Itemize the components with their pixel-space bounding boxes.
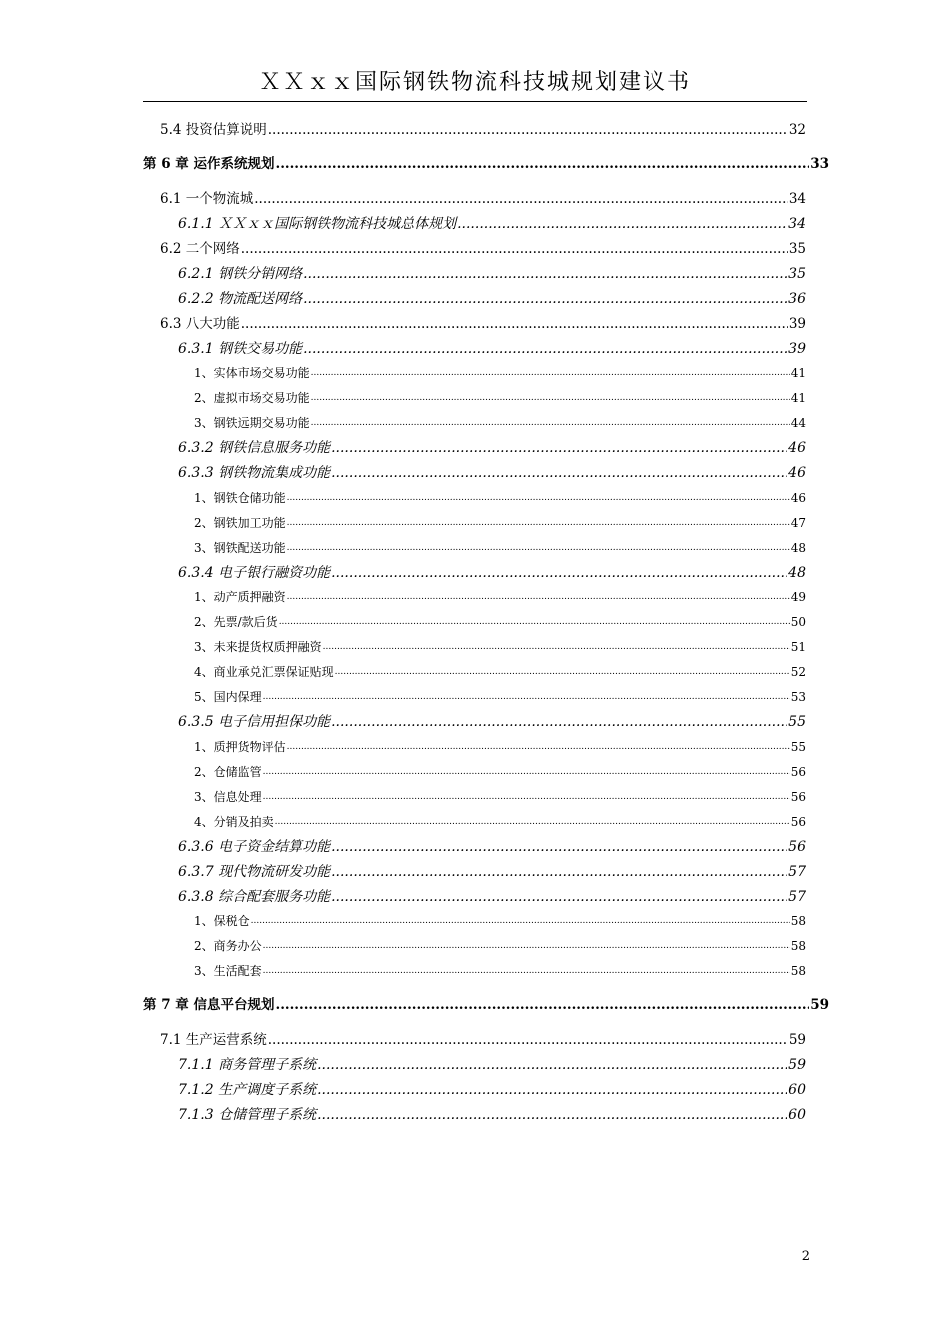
toc-entry[interactable] xyxy=(178,264,806,284)
toc-entry-title: 3、钢铁配送功能 xyxy=(194,541,286,555)
toc-entry-page: 34 xyxy=(788,216,806,232)
toc-entry-title: 2、先票/款后货 xyxy=(194,615,278,629)
toc-entry-page: 36 xyxy=(788,291,806,307)
toc-leader-dots xyxy=(331,712,787,732)
toc-entry-page: 35 xyxy=(788,266,806,282)
toc-entry[interactable] xyxy=(178,214,806,234)
toc-entry[interactable] xyxy=(194,613,806,631)
toc-entry-page: 34 xyxy=(788,191,806,207)
toc-leader-dots xyxy=(263,788,790,806)
toc-entry-title: 7.1.1 商务管理子系统 xyxy=(178,1057,317,1073)
toc-entry-page: 57 xyxy=(788,864,806,880)
toc-entry-title: 6.3.6 电子资金结算功能 xyxy=(178,839,331,855)
toc-leader-dots xyxy=(276,154,810,174)
toc-entry-title: 2、钢铁加工功能 xyxy=(194,516,286,530)
toc-leader-dots xyxy=(276,995,810,1015)
toc-entry-title: 2、虚拟市场交易功能 xyxy=(194,391,310,405)
toc-entry-title: 7.1.2 生产调度子系统 xyxy=(178,1082,317,1098)
toc-entry[interactable] xyxy=(194,489,806,507)
toc-entry-title: 6.3.4 电子银行融资功能 xyxy=(178,565,331,581)
toc-entry-title: 2、仓储监管 xyxy=(194,765,262,779)
toc-entry-title: 第 6 章 运作系统规划 xyxy=(143,156,275,172)
toc-entry-page: 51 xyxy=(790,640,806,654)
toc-entry[interactable] xyxy=(194,364,806,382)
toc-entry[interactable] xyxy=(178,463,806,483)
toc-entry-page: 41 xyxy=(790,391,806,405)
toc-entry-title: 1、动产质押融资 xyxy=(194,590,286,604)
toc-entry-title: 3、信息处理 xyxy=(194,790,262,804)
toc-entry-page: 53 xyxy=(790,690,806,704)
toc-entry[interactable] xyxy=(194,738,806,756)
toc-entry-page: 46 xyxy=(788,465,806,481)
toc-leader-dots xyxy=(275,813,790,831)
toc-entry-page: 49 xyxy=(790,590,806,604)
toc-entry[interactable] xyxy=(194,514,806,532)
toc-leader-dots xyxy=(241,239,788,259)
toc-leader-dots xyxy=(263,937,790,955)
toc-entry[interactable] xyxy=(178,837,806,857)
toc-entry-page: 32 xyxy=(788,122,806,138)
toc-entry[interactable] xyxy=(194,414,806,432)
toc-leader-dots xyxy=(241,314,788,334)
toc-entry-page: 46 xyxy=(790,491,806,505)
toc-entry-title: 4、商业承兑汇票保证贴现 xyxy=(194,665,334,679)
toc-entry-page: 47 xyxy=(790,516,806,530)
toc-entry-title: 1、质押货物评估 xyxy=(194,740,286,754)
toc-entry-page: 39 xyxy=(788,341,806,357)
toc-entry-page: 33 xyxy=(810,156,829,172)
toc-entry-page: 56 xyxy=(790,790,806,804)
toc-leader-dots xyxy=(457,214,787,234)
toc-entry-page: 58 xyxy=(790,914,806,928)
toc-leader-dots xyxy=(303,264,787,284)
toc-entry[interactable] xyxy=(178,1105,806,1125)
toc-entry[interactable] xyxy=(194,588,806,606)
toc-entry[interactable] xyxy=(194,937,806,955)
toc-entry-page: 57 xyxy=(788,889,806,905)
toc-entry[interactable] xyxy=(178,1055,806,1075)
toc-entry-page: 39 xyxy=(788,316,806,332)
toc-entry[interactable] xyxy=(178,438,806,458)
toc-entry-page: 46 xyxy=(788,440,806,456)
toc-entry-page: 48 xyxy=(790,541,806,555)
toc-leader-dots xyxy=(331,862,787,882)
toc-leader-dots xyxy=(263,962,790,980)
toc-entry-title: 6.3.8 综合配套服务功能 xyxy=(178,889,331,905)
toc-leader-dots xyxy=(303,289,787,309)
toc-leader-dots xyxy=(287,514,790,532)
toc-entry-title: 6.1 一个物流城 xyxy=(160,191,254,207)
toc-entry-page: 44 xyxy=(790,416,806,430)
toc-leader-dots xyxy=(251,912,790,930)
toc-entry-title: 3、未来提货权质押融资 xyxy=(194,640,322,654)
toc-entry-title: 3、钢铁远期交易功能 xyxy=(194,416,310,430)
toc-entry-page: 35 xyxy=(788,241,806,257)
toc-entry[interactable] xyxy=(178,887,806,907)
toc-entry[interactable] xyxy=(194,688,806,706)
toc-entry-title: 6.1.1 ＸＸｘｘ国际钢铁物流科技城总体规划 xyxy=(178,216,457,232)
toc-entry[interactable] xyxy=(194,788,806,806)
toc-leader-dots xyxy=(268,120,788,140)
toc-entry-title: 6.3 八大功能 xyxy=(160,316,240,332)
toc-entry[interactable] xyxy=(194,912,806,930)
toc-leader-dots xyxy=(303,339,787,359)
toc-entry[interactable] xyxy=(160,1030,806,1050)
toc-entry-page: 58 xyxy=(790,939,806,953)
toc-leader-dots xyxy=(331,463,787,483)
toc-entry-page: 60 xyxy=(788,1082,806,1098)
toc-entry[interactable] xyxy=(194,638,806,656)
toc-leader-dots xyxy=(311,364,790,382)
toc-leader-dots xyxy=(287,539,790,557)
toc-leader-dots xyxy=(254,189,788,209)
toc-leader-dots xyxy=(287,738,790,756)
toc-entry-title: 6.3.3 钢铁物流集成功能 xyxy=(178,465,331,481)
toc-leader-dots xyxy=(331,837,787,857)
toc-entry-title: 5、国内保理 xyxy=(194,690,262,704)
toc-entry-page: 41 xyxy=(790,366,806,380)
toc-entry-title: 6.3.7 现代物流研发功能 xyxy=(178,864,331,880)
toc-entry-title: 第 7 章 信息平台规划 xyxy=(143,997,275,1013)
toc-entry-title: 7.1.3 仓储管理子系统 xyxy=(178,1107,317,1123)
toc-entry[interactable] xyxy=(178,563,806,583)
toc-entry-title: 4、分销及拍卖 xyxy=(194,815,274,829)
toc-entry-title: 6.2 二个网络 xyxy=(160,241,240,257)
toc-entry-title: 1、实体市场交易功能 xyxy=(194,366,310,380)
toc-entry-title: 6.2.1 钢铁分销网络 xyxy=(178,266,303,282)
toc-entry[interactable] xyxy=(178,1080,806,1100)
toc-entry-title: 7.1 生产运营系统 xyxy=(160,1032,267,1048)
toc-entry-title: 5.4 投资估算说明 xyxy=(160,122,267,138)
toc-leader-dots xyxy=(279,613,790,631)
toc-leader-dots xyxy=(287,588,790,606)
toc-entry-page: 59 xyxy=(810,997,829,1013)
toc-leader-dots xyxy=(287,489,790,507)
document-header-title: ＸＸｘｘ国际钢铁物流科技城规划建议书 xyxy=(143,66,807,102)
toc-entry[interactable] xyxy=(178,712,806,732)
toc-entry-page: 55 xyxy=(790,740,806,754)
toc-leader-dots xyxy=(311,414,790,432)
toc-leader-dots xyxy=(311,389,790,407)
toc-leader-dots xyxy=(335,663,790,681)
toc-entry[interactable] xyxy=(143,154,829,174)
toc-entry[interactable] xyxy=(194,663,806,681)
toc-entry[interactable] xyxy=(178,339,806,359)
toc-entry[interactable] xyxy=(194,813,806,831)
toc-entry[interactable] xyxy=(194,389,806,407)
toc-entry-page: 56 xyxy=(790,765,806,779)
toc-entry-page: 56 xyxy=(790,815,806,829)
page-number: 2 xyxy=(801,1249,810,1264)
toc-leader-dots xyxy=(331,887,787,907)
toc-entry[interactable] xyxy=(178,289,806,309)
toc-entry-page: 59 xyxy=(788,1057,806,1073)
toc-entry[interactable] xyxy=(160,314,806,334)
toc-entry[interactable] xyxy=(143,995,829,1015)
toc-leader-dots xyxy=(331,438,787,458)
toc-leader-dots xyxy=(268,1030,788,1050)
toc-entry[interactable] xyxy=(178,862,806,882)
toc-entry-page: 59 xyxy=(788,1032,806,1048)
toc-leader-dots xyxy=(317,1105,787,1125)
toc-entry[interactable] xyxy=(194,763,806,781)
toc-entry-page: 58 xyxy=(790,964,806,978)
toc-entry-title: 6.3.2 钢铁信息服务功能 xyxy=(178,440,331,456)
toc-entry-title: 1、钢铁仓储功能 xyxy=(194,491,286,505)
toc-entry-title: 1、保税仓 xyxy=(194,914,250,928)
toc-entry-title: 6.2.2 物流配送网络 xyxy=(178,291,303,307)
toc-entry-page: 52 xyxy=(790,665,806,679)
toc-entry[interactable] xyxy=(160,189,806,209)
toc-entry[interactable] xyxy=(194,962,806,980)
toc-leader-dots xyxy=(331,563,787,583)
toc-entry[interactable] xyxy=(160,239,806,259)
toc-entry-page: 60 xyxy=(788,1107,806,1123)
toc-leader-dots xyxy=(317,1080,787,1100)
toc-entry-title: 6.3.1 钢铁交易功能 xyxy=(178,341,303,357)
toc-leader-dots xyxy=(323,638,790,656)
toc-leader-dots xyxy=(317,1055,787,1075)
toc-leader-dots xyxy=(263,688,790,706)
toc-entry-page: 55 xyxy=(788,714,806,730)
toc-entry[interactable] xyxy=(194,539,806,557)
toc-leader-dots xyxy=(263,763,790,781)
toc-entry-page: 56 xyxy=(788,839,806,855)
toc-entry-title: 3、生活配套 xyxy=(194,964,262,978)
toc-entry-page: 50 xyxy=(790,615,806,629)
toc-entry-title: 2、商务办公 xyxy=(194,939,262,953)
toc-entry[interactable] xyxy=(160,120,806,140)
toc-entry-title: 6.3.5 电子信用担保功能 xyxy=(178,714,331,730)
toc-entry-page: 48 xyxy=(788,565,806,581)
